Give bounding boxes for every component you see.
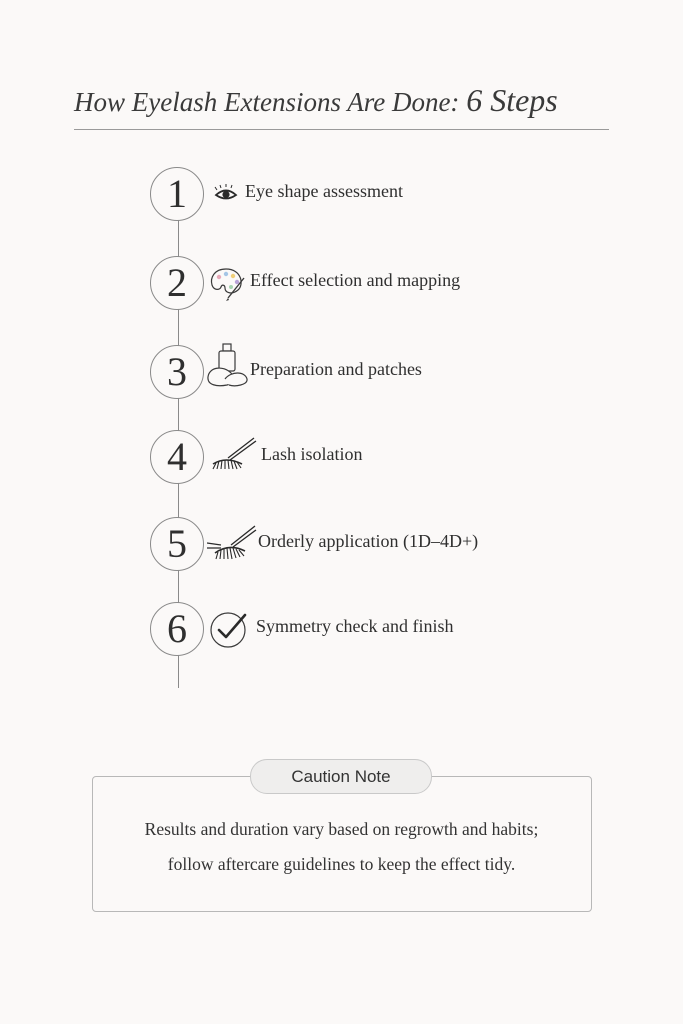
step-6 xyxy=(150,602,570,658)
step-number: 2 xyxy=(150,256,204,310)
step-number: 3 xyxy=(150,345,204,399)
step-1 xyxy=(150,167,570,223)
caution-text-line-1: Results and duration vary based on regrowth and habits; xyxy=(144,819,539,839)
lash-tweezers-icon xyxy=(210,434,258,478)
checkmark-icon xyxy=(208,606,252,650)
title-divider xyxy=(74,129,609,130)
step-label: Eye shape assessment xyxy=(245,181,403,201)
caution-text-line-2: follow aftercare guidelines to keep the effect tidy. xyxy=(167,854,516,874)
step-label: Preparation and patches xyxy=(250,359,422,379)
title-emphasis: 6 Steps xyxy=(466,82,558,118)
step-3 xyxy=(150,345,570,401)
step-2 xyxy=(150,256,570,312)
palette-icon xyxy=(206,260,250,304)
step-4 xyxy=(150,430,570,486)
page-title xyxy=(74,82,609,119)
step-label: Effect selection and mapping xyxy=(250,270,461,290)
step-label: Orderly application (1D–4D+) xyxy=(258,531,479,551)
caution-box xyxy=(92,776,592,912)
title-main: How Eyelash Extensions Are Done: xyxy=(74,87,467,117)
spray-patch-icon xyxy=(205,341,251,391)
step-number: 5 xyxy=(150,517,204,571)
step-number: 1 xyxy=(150,167,204,221)
step-number: 6 xyxy=(150,602,204,656)
caution-heading: Caution Note xyxy=(250,759,432,794)
step-number: 4 xyxy=(150,430,204,484)
step-label: Lash isolation xyxy=(261,444,363,464)
step-5 xyxy=(150,517,570,573)
step-label: Symmetry check and finish xyxy=(256,616,454,636)
lash-application-icon xyxy=(207,521,257,565)
